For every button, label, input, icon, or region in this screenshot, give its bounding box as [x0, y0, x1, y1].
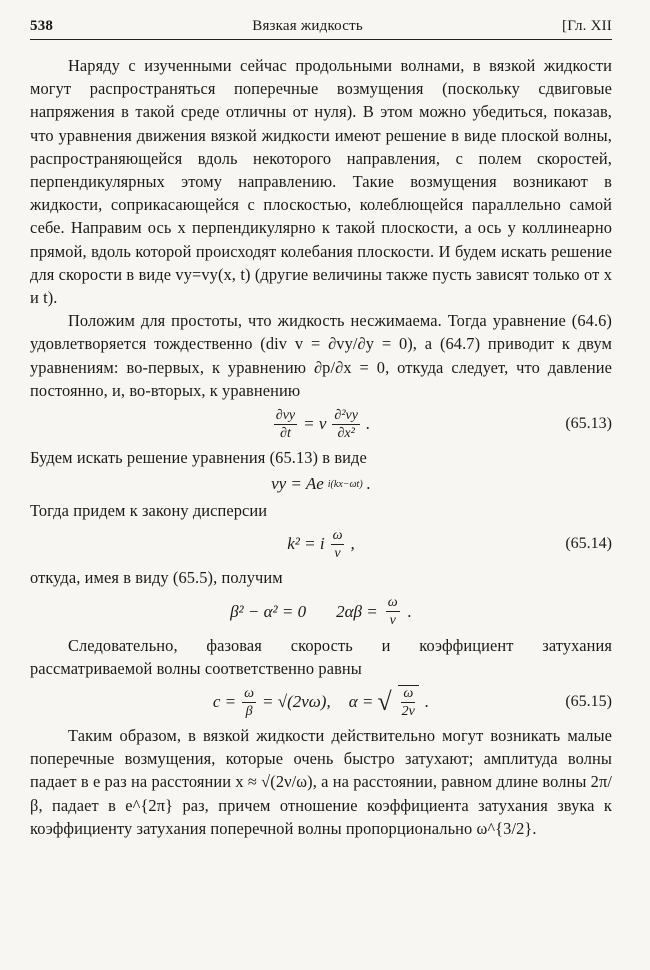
- eq5-c-mid: = √(2νω),: [262, 692, 331, 712]
- eq1-lhs-den: ∂t: [280, 425, 291, 441]
- paragraph-1: Наряду с изученными сейчас продольными волнами, в вязкой жидкости могут распространяться поперечные возмущения (поскольку сдвиговые напряжения в такой среде отличны от нуля). В этом можно убедиться, показав, что уравнения движения вязкой жидкости имеют решение в виде плоской волны, распространяющейся вдоль некоторого направления, с полем скоростей, перпендикулярных этому направлению. Такие возмущения возникают в жидкости, соприкасающейся с плоскостью, колеблющейся параллельно самой себе. Направим ось x перпендикулярно к такой плоскости, а ось y коллинеарно прямой, вдоль которой происходят колебания плоскости. И будем искать решение для скорости в виде vy=vy(x, t) (другие величины также пусть зависят только от x и t).: [30, 56, 612, 308]
- paragraph-2: Положим для простоты, что жидкость несжимаема. Тогда уравнение (64.6) удовлетворяется тождественно (div v = ∂vy/∂y = 0), а (64.7) приводит к двум уравнениям: во-первых, к уравнению ∂p/∂x = 0, откуда следует, что давление постоянно, и, во-вторых, к уравнению: [30, 311, 612, 400]
- eq3-number: (65.14): [565, 535, 612, 553]
- eq5-c-den: β: [245, 703, 253, 719]
- eq5-a-num: ω: [403, 686, 414, 702]
- eq4-left: β² − α² = 0: [230, 601, 307, 621]
- equation-65-13: [30, 402, 612, 446]
- eq3-num: ω: [332, 527, 343, 543]
- eq5-number: (65.15): [565, 693, 612, 711]
- eq4-num: ω: [387, 595, 398, 611]
- eq5-a-den: 2ν: [401, 704, 415, 720]
- eq4-right-lhs: 2αβ =: [336, 601, 378, 621]
- eq1-rhs-den: ∂x²: [337, 425, 355, 441]
- eq3-lhs: k² = i: [287, 534, 325, 554]
- eq5-c-num: ω: [244, 685, 255, 701]
- paragraph-5: откуда, имея в виду (65.5), получим: [30, 568, 283, 588]
- eq3-den: ν: [334, 545, 341, 561]
- eq2-text: vy = Ae: [271, 474, 324, 494]
- eq5-a-lhs: α =: [348, 692, 374, 712]
- eq2-tail: .: [366, 474, 371, 494]
- equation-65-15: [30, 680, 612, 724]
- eq5-c-lhs: c =: [212, 692, 237, 712]
- eq2-exp: i(kx−ωt): [327, 478, 363, 490]
- paragraph-3: Будем искать решение уравнения (65.13) в виде: [30, 448, 367, 468]
- eq3-tail: ,: [350, 534, 355, 554]
- equation-65-14: [30, 522, 612, 566]
- sqrt-sign-icon: √: [377, 687, 392, 717]
- running-header: [30, 18, 612, 40]
- paragraph-4: Тогда придем к закону дисперсии: [30, 501, 268, 521]
- eq1-number: (65.13): [565, 415, 612, 433]
- equation-solution: [30, 469, 612, 499]
- equation-beta-alpha: [30, 590, 612, 634]
- running-title: Вязкая жидкость: [252, 18, 363, 34]
- eq4-den: ν: [389, 613, 396, 629]
- eq1-mid: = ν: [303, 414, 327, 434]
- paragraph-6: Следовательно, фазовая скорость и коэффициент затухания рассматриваемой волны соответственно равны: [30, 635, 612, 678]
- eq5-tail: .: [424, 692, 430, 712]
- chapter-label: [Гл. XII: [562, 18, 612, 34]
- paragraph-7: Таким образом, в вязкой жидкости действительно могут возникать малые поперечные возмущения, которые очень быстро затухают; амплитуда волны падает в e раз на расстоянии x ≈ √(2ν/ω), а на расстоянии, равном длине волны 2π/β, падает в e^{2π} раз, причем отношение коэффициента затухания звука к коэффициенту затухания поперечной волны пропорционально ω^{3/2}.: [30, 726, 612, 838]
- eq1-lhs-num: ∂vy: [275, 407, 296, 423]
- book-page: [30, 18, 612, 958]
- eq4-tail: .: [407, 601, 412, 621]
- eq1-tail: .: [365, 414, 371, 434]
- page-number: 538: [30, 18, 54, 34]
- eq1-rhs-num: ∂²vy: [334, 407, 358, 423]
